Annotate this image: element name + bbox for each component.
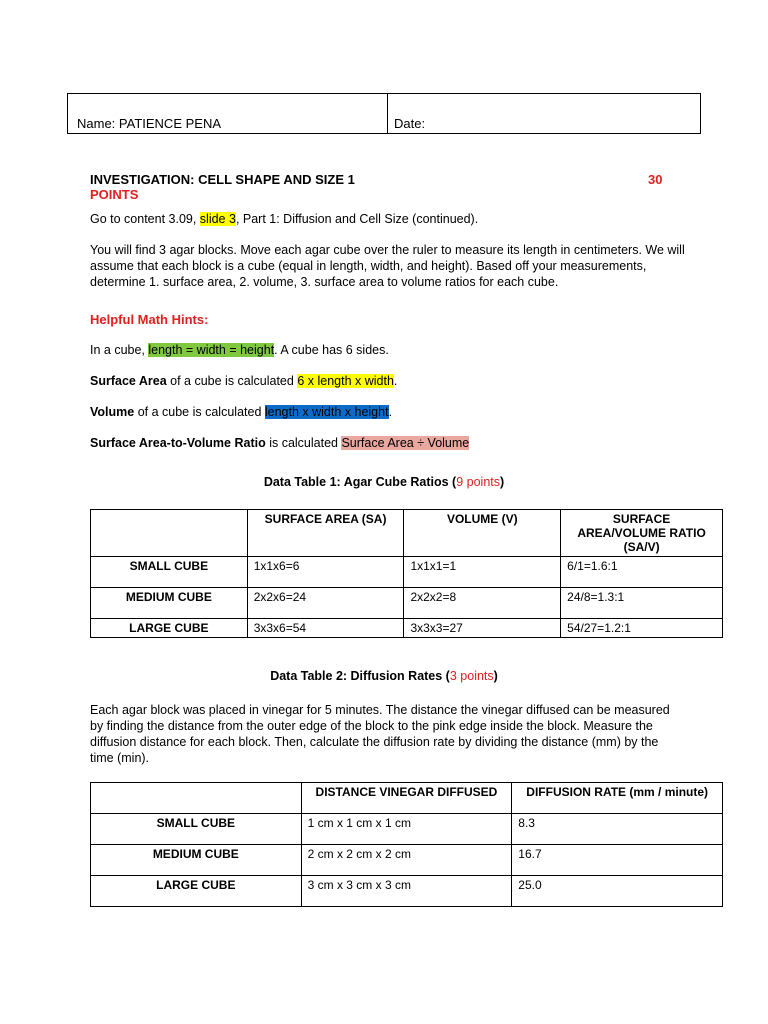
- hint-sa-highlight: 6 x length x width: [297, 374, 394, 388]
- agar-cube-ratios-table: [90, 509, 723, 638]
- hint-cube-highlight: length = width = height: [148, 343, 275, 357]
- date-label: Date:: [394, 116, 426, 131]
- hint-vol-mid: of a cube is calculated: [134, 405, 265, 419]
- table-header-cell: DIFFUSION RATE (mm / minute): [512, 783, 723, 814]
- row-label: MEDIUM CUBE: [91, 845, 302, 876]
- table-cell[interactable]: 24/8=1.3:1: [561, 588, 723, 619]
- hint-cube-pre: In a cube,: [90, 343, 149, 357]
- table2-caption-pre: Data Table 2: Diffusion Rates (: [270, 669, 450, 683]
- table2-caption-points: 3 points: [449, 669, 494, 683]
- table-cell[interactable]: 8.3: [512, 814, 723, 845]
- hint-ratio-mid: is calculated: [265, 436, 342, 450]
- date-field[interactable]: [388, 94, 700, 133]
- points-number: 30: [648, 172, 663, 187]
- row-label: MEDIUM CUBE: [91, 588, 248, 619]
- name-label: Name: PATIENCE PENA: [77, 116, 221, 131]
- table-cell[interactable]: 2x2x2=8: [404, 588, 561, 619]
- table-cell[interactable]: 6/1=1.6:1: [561, 557, 723, 588]
- table-header-cell: SURFACE AREA (SA): [247, 510, 404, 557]
- table-cell[interactable]: 54/27=1.2:1: [561, 619, 723, 638]
- table-row: [91, 588, 723, 619]
- table-cell[interactable]: 1 cm x 1 cm x 1 cm: [301, 814, 512, 845]
- table1-caption: [0, 475, 768, 489]
- points-word: POINTS: [90, 187, 139, 202]
- hint-volume: [90, 405, 392, 419]
- row-label: SMALL CUBE: [91, 557, 248, 588]
- table2-caption: [0, 669, 768, 683]
- hint-cube: [90, 343, 389, 357]
- table-header-cell: [91, 510, 248, 557]
- hint-vol-post: .: [388, 405, 393, 419]
- hint-ratio-highlight: Surface Area ÷ Volume: [341, 436, 470, 450]
- goto-pre: Go to content 3.09,: [90, 212, 200, 226]
- hint-ratio-bold: Surface Area-to-Volume Ratio: [90, 436, 266, 450]
- table1-caption-post: ): [500, 475, 505, 489]
- table1-caption-points: 9 points: [456, 475, 500, 489]
- table-cell[interactable]: 3x3x6=54: [247, 619, 404, 638]
- table-header-cell: VOLUME (V): [404, 510, 561, 557]
- table-cell[interactable]: 16.7: [512, 845, 723, 876]
- goto-slide: slide 3: [199, 212, 236, 226]
- find-instruction: You will find 3 agar blocks. Move each agar cube over the ruler to measure its length in centimeters. We will assume that each block is a cube (equal in length, width, and height). Based off your measurements, determine 1. surface area, 2. volume, 3. surface area to volume ratios for each cube.: [90, 243, 685, 289]
- investigation-title: INVESTIGATION: CELL SHAPE AND SIZE 1: [90, 172, 355, 187]
- hint-sa-mid: of a cube is calculated: [166, 374, 298, 388]
- row-label: LARGE CUBE: [91, 876, 302, 907]
- table-cell[interactable]: 1x1x1=1: [404, 557, 561, 588]
- row-label: SMALL CUBE: [91, 814, 302, 845]
- diffusion-rates-table: [90, 782, 723, 907]
- table-header-row: [91, 510, 723, 557]
- table-header-row: [91, 783, 723, 814]
- table-row: [91, 619, 723, 638]
- hint-sa-bold: Surface Area: [90, 374, 167, 388]
- hints-title: Helpful Math Hints:: [90, 312, 209, 327]
- table-row: [91, 814, 723, 845]
- name-date-box: [67, 93, 701, 134]
- hint-vol-bold: Volume: [90, 405, 135, 419]
- table-row: [91, 845, 723, 876]
- table-cell[interactable]: 3x3x3=27: [404, 619, 561, 638]
- hint-vol-highlight: length x width x height: [264, 405, 389, 419]
- table-cell[interactable]: 1x1x6=6: [247, 557, 404, 588]
- table-header-cell: SURFACE AREA/VOLUME RATIO (SA/V): [561, 510, 723, 557]
- table-row: [91, 557, 723, 588]
- goto-instruction: [90, 211, 690, 227]
- table2-caption-post: ): [493, 669, 498, 683]
- table-cell[interactable]: 2 cm x 2 cm x 2 cm: [301, 845, 512, 876]
- hint-surface-area: [90, 374, 397, 388]
- table1-caption-pre: Data Table 1: Agar Cube Ratios (: [263, 475, 457, 489]
- row-label: LARGE CUBE: [91, 619, 248, 638]
- table2-description: Each agar block was placed in vinegar for 5 minutes. The distance the vinegar diffused can be measured by finding the distance from the outer edge of the block to the pink edge inside the block. Measure the diffusion distance for each block. Then, calculate the diffusion rate by dividing the distance (mm) by the time (min).: [90, 703, 670, 765]
- table-row: [91, 876, 723, 907]
- table-cell[interactable]: 25.0: [512, 876, 723, 907]
- hint-ratio: [90, 436, 469, 450]
- hint-cube-post: . A cube has 6 sides.: [274, 343, 389, 357]
- table-header-cell: [91, 783, 302, 814]
- goto-post: , Part 1: Diffusion and Cell Size (continued).: [235, 212, 479, 226]
- table-header-cell: DISTANCE VINEGAR DIFFUSED: [301, 783, 512, 814]
- table-cell[interactable]: 2x2x6=24: [247, 588, 404, 619]
- name-field[interactable]: [68, 94, 388, 133]
- table-cell[interactable]: 3 cm x 3 cm x 3 cm: [301, 876, 512, 907]
- hint-sa-post: .: [393, 374, 398, 388]
